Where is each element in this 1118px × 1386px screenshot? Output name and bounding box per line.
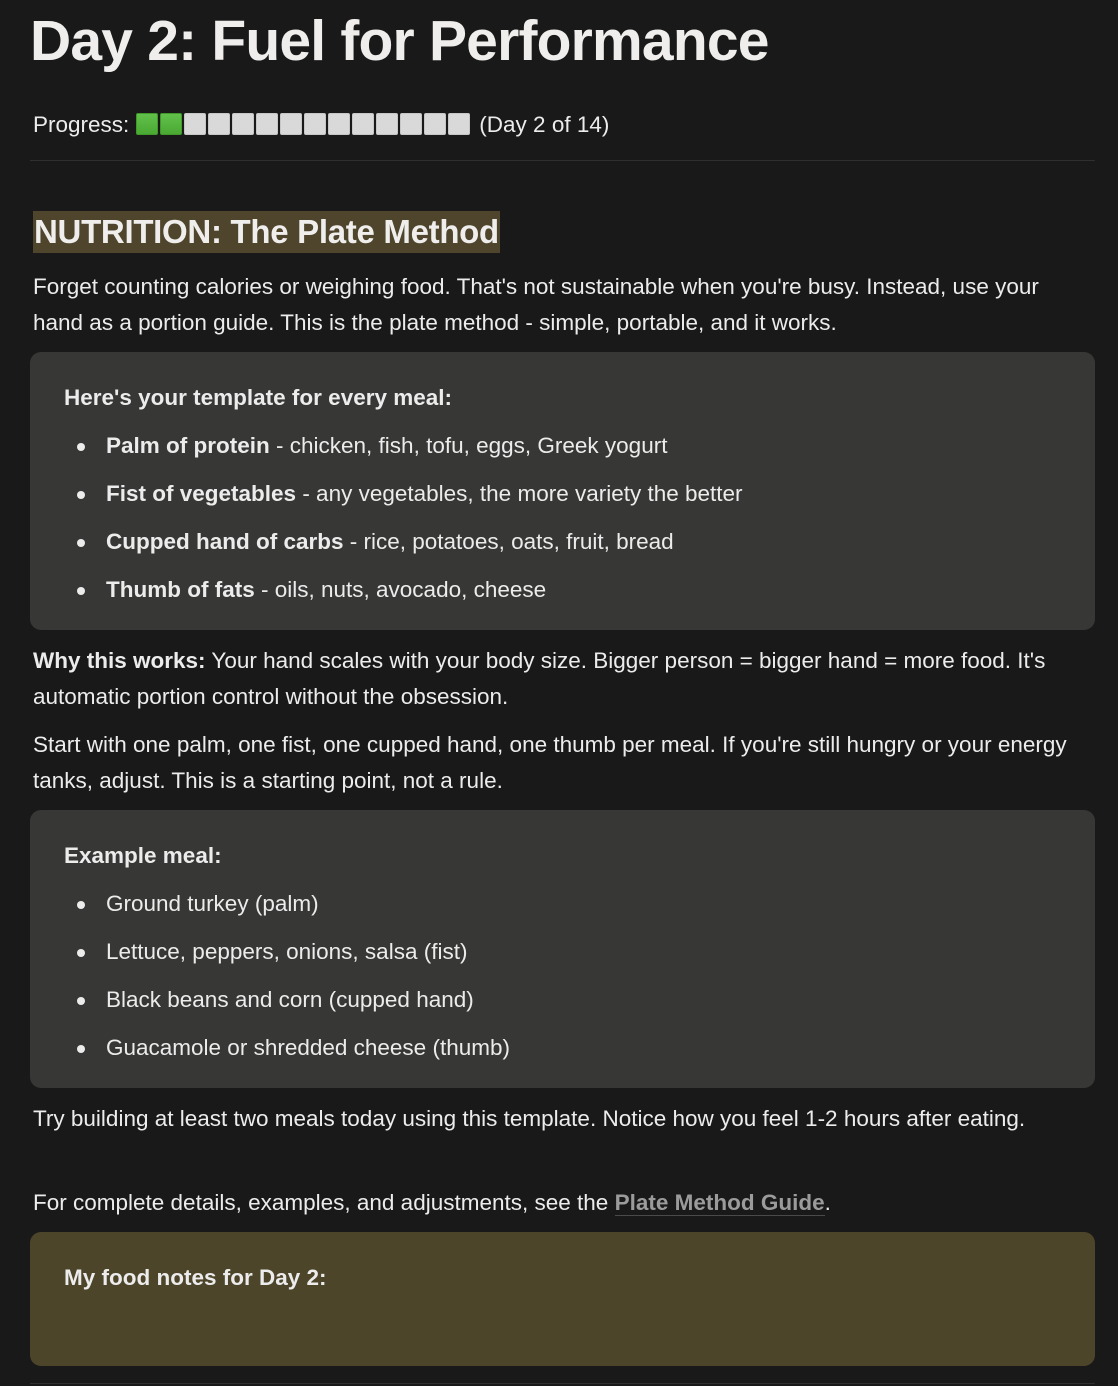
list-item-text: Black beans and corn (cupped hand): [106, 987, 474, 1012]
bullet-icon: [77, 587, 85, 595]
guide-paragraph: [33, 1185, 1093, 1221]
progress-segment-pending: [352, 113, 374, 135]
progress-segment-pending: [256, 113, 278, 135]
progress-segment-pending: [304, 113, 326, 135]
bullet-icon: [77, 949, 85, 957]
bullet-icon: [77, 1045, 85, 1053]
guide-prefix: For complete details, examples, and adjustments, see the: [33, 1190, 615, 1215]
progress-segment-pending: [208, 113, 230, 135]
progress-segment-complete: [136, 113, 158, 135]
progress-label: Progress:: [33, 112, 130, 137]
try-paragraph: Try building at least two meals today using this template. Notice how you feel 1-2 hours after eating.: [33, 1106, 1026, 1131]
progress-bar: [136, 113, 472, 137]
why-label: Why this works:: [33, 648, 206, 673]
intro-paragraph: Forget counting calories or weighing food. That's not sustainable when you're busy. Instead, use your hand as a portion guide. This is the plate method - simple, portable, and it works.: [33, 274, 1039, 335]
list-item: [64, 478, 1061, 510]
list-item: [64, 984, 1061, 1016]
guide-suffix: .: [824, 1190, 831, 1215]
list-item-text: Lettuce, peppers, onions, salsa (fist): [106, 939, 468, 964]
list-item: [64, 430, 1061, 462]
plate-method-guide-link[interactable]: Plate Method Guide: [614, 1190, 825, 1215]
notes-callout[interactable]: [30, 1232, 1095, 1366]
list-item-bold: Thumb of fats: [106, 577, 255, 602]
template-list: [64, 430, 1061, 606]
example-callout: [30, 810, 1095, 1088]
page-title: Day 2: Fuel for Performance: [30, 9, 769, 73]
list-item: [64, 526, 1061, 558]
list-item-text: - any vegetables, the more variety the better: [296, 481, 743, 506]
bullet-icon: [77, 539, 85, 547]
divider: [30, 1383, 1095, 1384]
list-item-bold: Palm of protein: [106, 433, 270, 458]
list-item-bold: Cupped hand of carbs: [106, 529, 344, 554]
template-callout-title: Here's your template for every meal:: [64, 385, 453, 410]
why-text: Your hand scales with your body size. Bigger person = bigger hand = more food. It's automatic portion control without the obsession.: [33, 648, 1046, 709]
progress-segment-pending: [376, 113, 398, 135]
bullet-icon: [77, 997, 85, 1005]
progress-segment-pending: [424, 113, 446, 135]
list-item-bold: Fist of vegetables: [106, 481, 297, 506]
bullet-icon: [77, 491, 85, 499]
bullet-icon: [77, 443, 85, 451]
progress-row: [33, 110, 609, 140]
progress-segment-pending: [232, 113, 254, 135]
list-item: [64, 574, 1061, 606]
list-item-text: Guacamole or shredded cheese (thumb): [106, 1035, 510, 1060]
progress-status: (Day 2 of 14): [479, 112, 610, 137]
bullet-icon: [77, 901, 85, 909]
example-callout-title: Example meal:: [64, 843, 222, 868]
progress-segment-pending: [328, 113, 350, 135]
why-paragraph: [33, 643, 1093, 715]
list-item: [64, 888, 1061, 920]
template-callout: [30, 352, 1095, 630]
progress-segment-pending: [280, 113, 302, 135]
notes-callout-title: My food notes for Day 2:: [64, 1265, 327, 1290]
progress-segment-pending: [184, 113, 206, 135]
divider: [30, 160, 1095, 161]
progress-segment-complete: [160, 113, 182, 135]
section-heading: NUTRITION: The Plate Method: [33, 211, 500, 253]
progress-segment-pending: [448, 113, 470, 135]
list-item-text: - rice, potatoes, oats, fruit, bread: [343, 529, 674, 554]
list-item-text: - chicken, fish, tofu, eggs, Greek yogurt: [269, 433, 668, 458]
start-paragraph: Start with one palm, one fist, one cupped hand, one thumb per meal. If you're still hungry or your energy tanks, adjust. This is a starting point, not a rule.: [33, 732, 1067, 793]
list-item: [64, 936, 1061, 968]
list-item-text: - oils, nuts, avocado, cheese: [254, 577, 547, 602]
list-item: [64, 1032, 1061, 1064]
list-item-text: Ground turkey (palm): [106, 891, 319, 916]
example-list: [64, 888, 1061, 1064]
progress-segment-pending: [400, 113, 422, 135]
